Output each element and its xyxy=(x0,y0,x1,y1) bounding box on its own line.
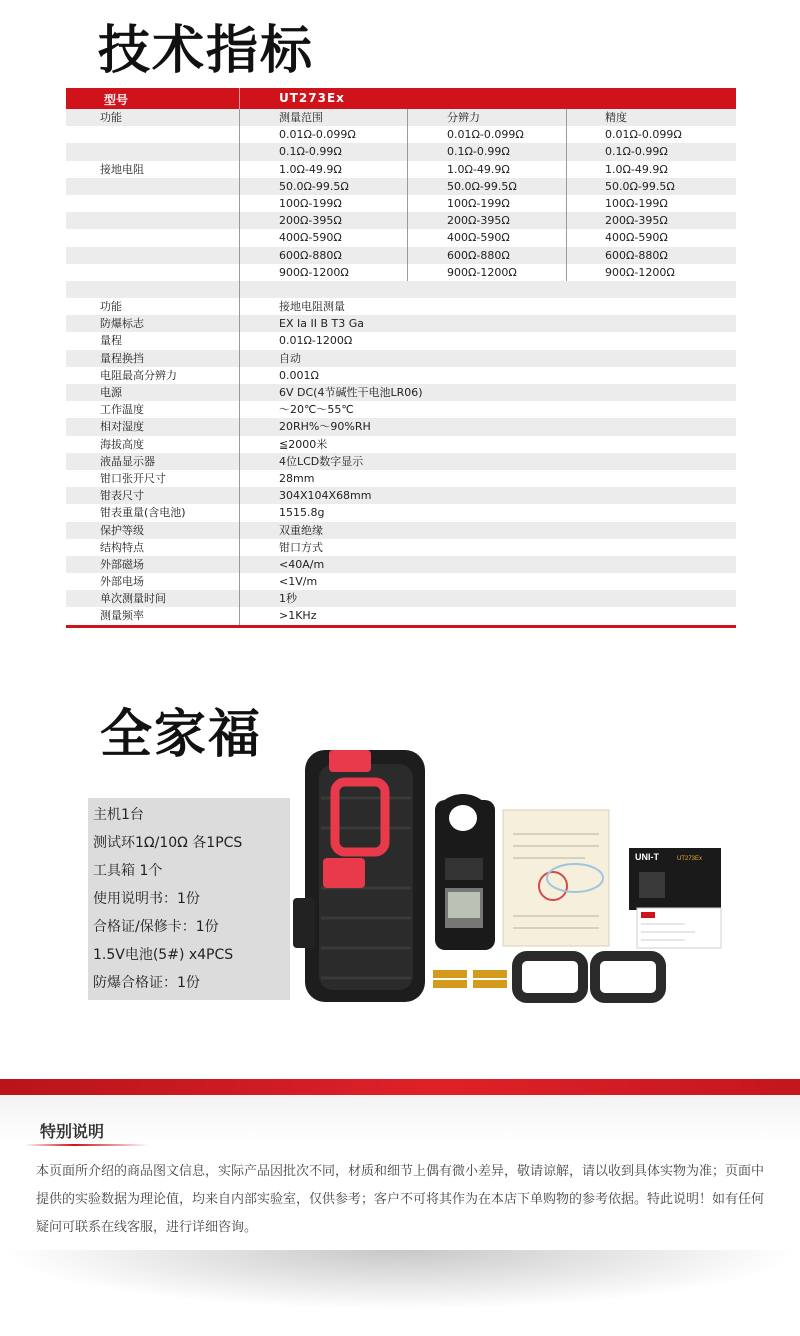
table-row xyxy=(66,161,736,178)
spec-label: 量程 xyxy=(100,334,122,348)
table-row xyxy=(66,573,736,590)
table-row xyxy=(66,453,736,470)
certificate-image xyxy=(503,810,609,946)
table-row xyxy=(66,195,736,212)
manual-brand: UNI-T xyxy=(635,852,659,862)
range-cell: 50.0Ω-99.5Ω xyxy=(279,179,349,193)
model-value: UT273Ex xyxy=(279,91,345,105)
spec-label: 量程换挡 xyxy=(100,351,144,365)
range-cell: 900Ω-1200Ω xyxy=(279,265,349,279)
table-row xyxy=(66,539,736,556)
model-label: 型号 xyxy=(104,93,129,107)
spec-section-title: 技术指标 xyxy=(98,21,315,81)
range-cell: 1.0Ω-49.9Ω xyxy=(279,162,342,176)
spec-value: 4位LCD数字显示 xyxy=(279,454,364,468)
spec-label: 钳表尺寸 xyxy=(100,489,144,503)
spec-label: 电源 xyxy=(100,386,122,399)
range-cell: 200Ω-395Ω xyxy=(279,214,342,228)
accuracy-cell: 1.0Ω-49.9Ω xyxy=(605,162,668,176)
resolution-cell: 0.1Ω-0.99Ω xyxy=(447,145,510,159)
spec-value: >1KHz xyxy=(279,609,317,623)
spec-label: 相对湿度 xyxy=(100,420,144,434)
range-cell: 0.1Ω-0.99Ω xyxy=(279,145,342,159)
list-item: 1.5V电池(5#) x4PCS xyxy=(93,947,234,963)
manual-image xyxy=(629,848,721,910)
spec-label: 单次测量时间 xyxy=(100,592,166,606)
accuracy-cell: 400Ω-590Ω xyxy=(605,231,668,245)
list-item: 防爆合格证：1份 xyxy=(93,975,200,991)
resolution-cell: 1.0Ω-49.9Ω xyxy=(447,162,510,176)
list-item: 测试环1Ω/10Ω 各1PCS xyxy=(93,835,243,851)
product-kit-image xyxy=(285,738,735,1008)
table-row xyxy=(66,212,736,229)
spec-value: 自动 xyxy=(279,351,301,365)
table-row xyxy=(66,487,736,504)
accuracy-cell: 0.01Ω-0.099Ω xyxy=(605,128,682,142)
table-row xyxy=(66,126,736,143)
spec-label: 钳表重量(含电池) xyxy=(100,506,186,520)
note-text: 本页面所介绍的商品图文信息，实际产品因批次不同，材质和细节上偶有微小差异，敬请谅解，请以收到具体实物为准；页面中提供的实验数据为理论值，均来自内部实验室，仅供参考；客户不可将其作为在本店下单购物的参考依据。特此说明！如有任何疑问可联系在线客服，进行详细咨询。 xyxy=(36,1164,765,1235)
accuracy-cell: 0.1Ω-0.99Ω xyxy=(605,145,668,159)
spec-value: 28mm xyxy=(279,471,315,485)
function-label: 功能 xyxy=(100,111,122,124)
resolution-cell: 900Ω-1200Ω xyxy=(447,265,517,279)
spec-value: EX Ia II B T3 Ga xyxy=(279,317,364,331)
carrying-case-image xyxy=(293,750,425,1002)
table-row xyxy=(66,332,736,349)
header-divider xyxy=(239,88,240,109)
table-row xyxy=(66,470,736,487)
test-rings-image xyxy=(517,956,661,998)
spec-label: 工作温度 xyxy=(100,403,144,417)
table-row xyxy=(66,143,736,160)
list-item: 工具箱 1个 xyxy=(93,863,163,879)
table-row xyxy=(66,264,736,281)
warranty-card-image xyxy=(637,908,721,948)
ground-resistance-label: 接地电阻 xyxy=(100,162,144,176)
spec-value: ～20℃～55℃ xyxy=(279,403,354,417)
manual-model: UT273Ex xyxy=(677,856,703,862)
accuracy-cell: 100Ω-199Ω xyxy=(605,196,668,210)
spec-value: 1515.8g xyxy=(279,506,325,520)
column-divider xyxy=(407,109,408,281)
spec-label: 钳口张开尺寸 xyxy=(100,471,166,485)
column-header-accuracy: 精度 xyxy=(605,111,627,124)
table-row xyxy=(66,522,736,539)
spec-table-header xyxy=(66,88,736,109)
column-header-range: 测量范围 xyxy=(279,111,323,124)
table-row xyxy=(66,367,736,384)
spec-table xyxy=(66,88,736,625)
spec-value: 304X104X68mm xyxy=(279,489,372,503)
resolution-cell: 200Ω-395Ω xyxy=(447,214,510,228)
table-row xyxy=(66,247,736,264)
range-cell: 0.01Ω-0.099Ω xyxy=(279,128,356,142)
accuracy-cell: 900Ω-1200Ω xyxy=(605,265,675,279)
spec-value: 1秒 xyxy=(279,592,297,606)
list-item: 主机1台 xyxy=(93,807,144,823)
resolution-cell: 0.01Ω-0.099Ω xyxy=(447,128,524,142)
resolution-cell: 400Ω-590Ω xyxy=(447,231,510,245)
table-row xyxy=(66,384,736,401)
spec-table-bottom-border xyxy=(66,625,736,628)
column-divider xyxy=(566,109,567,281)
range-cell: 600Ω-880Ω xyxy=(279,248,342,262)
list-item: 使用说明书：1份 xyxy=(93,891,200,907)
spec-value: 双重绝缘 xyxy=(279,523,323,537)
column-divider xyxy=(239,109,240,625)
table-row xyxy=(66,590,736,607)
table-row xyxy=(66,401,736,418)
spec-value: 6V DC(4节碱性干电池LR06) xyxy=(279,386,423,399)
spec-label: 海拔高度 xyxy=(100,437,144,451)
spec-label: 测量频率 xyxy=(100,609,144,623)
spec-label: 液晶显示器 xyxy=(100,454,155,468)
spec-label: 功能 xyxy=(100,300,122,314)
table-row-spacer xyxy=(66,281,736,298)
spec-label: 保护等级 xyxy=(100,523,144,537)
table-row xyxy=(66,229,736,246)
table-row xyxy=(66,556,736,573)
table-row xyxy=(66,607,736,624)
spec-label: 电阻最高分辨力 xyxy=(100,368,177,382)
resolution-cell: 600Ω-880Ω xyxy=(447,248,510,262)
table-row xyxy=(66,418,736,435)
table-row xyxy=(66,350,736,367)
accuracy-cell: 200Ω-395Ω xyxy=(605,214,668,228)
spec-value: 钳口方式 xyxy=(279,540,323,554)
spec-value: ≦2000米 xyxy=(279,437,328,451)
column-header-resolution: 分辨力 xyxy=(447,111,480,124)
spec-label: 外部磁场 xyxy=(100,557,144,571)
spec-value: 0.01Ω-1200Ω xyxy=(279,334,353,348)
footer-shadow xyxy=(0,1250,800,1310)
table-row xyxy=(66,298,736,315)
package-section-title: 全家福 xyxy=(100,705,263,765)
resolution-cell: 100Ω-199Ω xyxy=(447,196,510,210)
resolution-cell: 50.0Ω-99.5Ω xyxy=(447,179,517,193)
batteries-image xyxy=(433,970,507,988)
spec-label: 结构特点 xyxy=(100,540,144,554)
spec-label: 防爆标志 xyxy=(100,317,144,331)
note-title: 特别说明 xyxy=(40,1122,105,1141)
table-row xyxy=(66,504,736,521)
range-cell: 100Ω-199Ω xyxy=(279,196,342,210)
spec-value: <40A/m xyxy=(279,557,325,571)
spec-value: 0.001Ω xyxy=(279,368,319,382)
package-contents-list xyxy=(88,798,290,1000)
table-row xyxy=(66,315,736,332)
accuracy-cell: 50.0Ω-99.5Ω xyxy=(605,179,675,193)
table-row xyxy=(66,178,736,195)
table-row xyxy=(66,436,736,453)
spec-value: 接地电阻测量 xyxy=(279,300,345,314)
footer-red-band xyxy=(0,1079,800,1095)
spec-value: <1V/m xyxy=(279,575,318,589)
list-item: 合格证/保修卡：1份 xyxy=(93,919,219,935)
clamp-meter-image xyxy=(435,794,495,950)
note-title-underline xyxy=(24,1144,149,1146)
spec-label: 外部电场 xyxy=(100,575,144,589)
table-row xyxy=(66,109,736,126)
spec-value: 20RH%～90%RH xyxy=(279,420,371,434)
range-cell: 400Ω-590Ω xyxy=(279,231,342,245)
accuracy-cell: 600Ω-880Ω xyxy=(605,248,668,262)
